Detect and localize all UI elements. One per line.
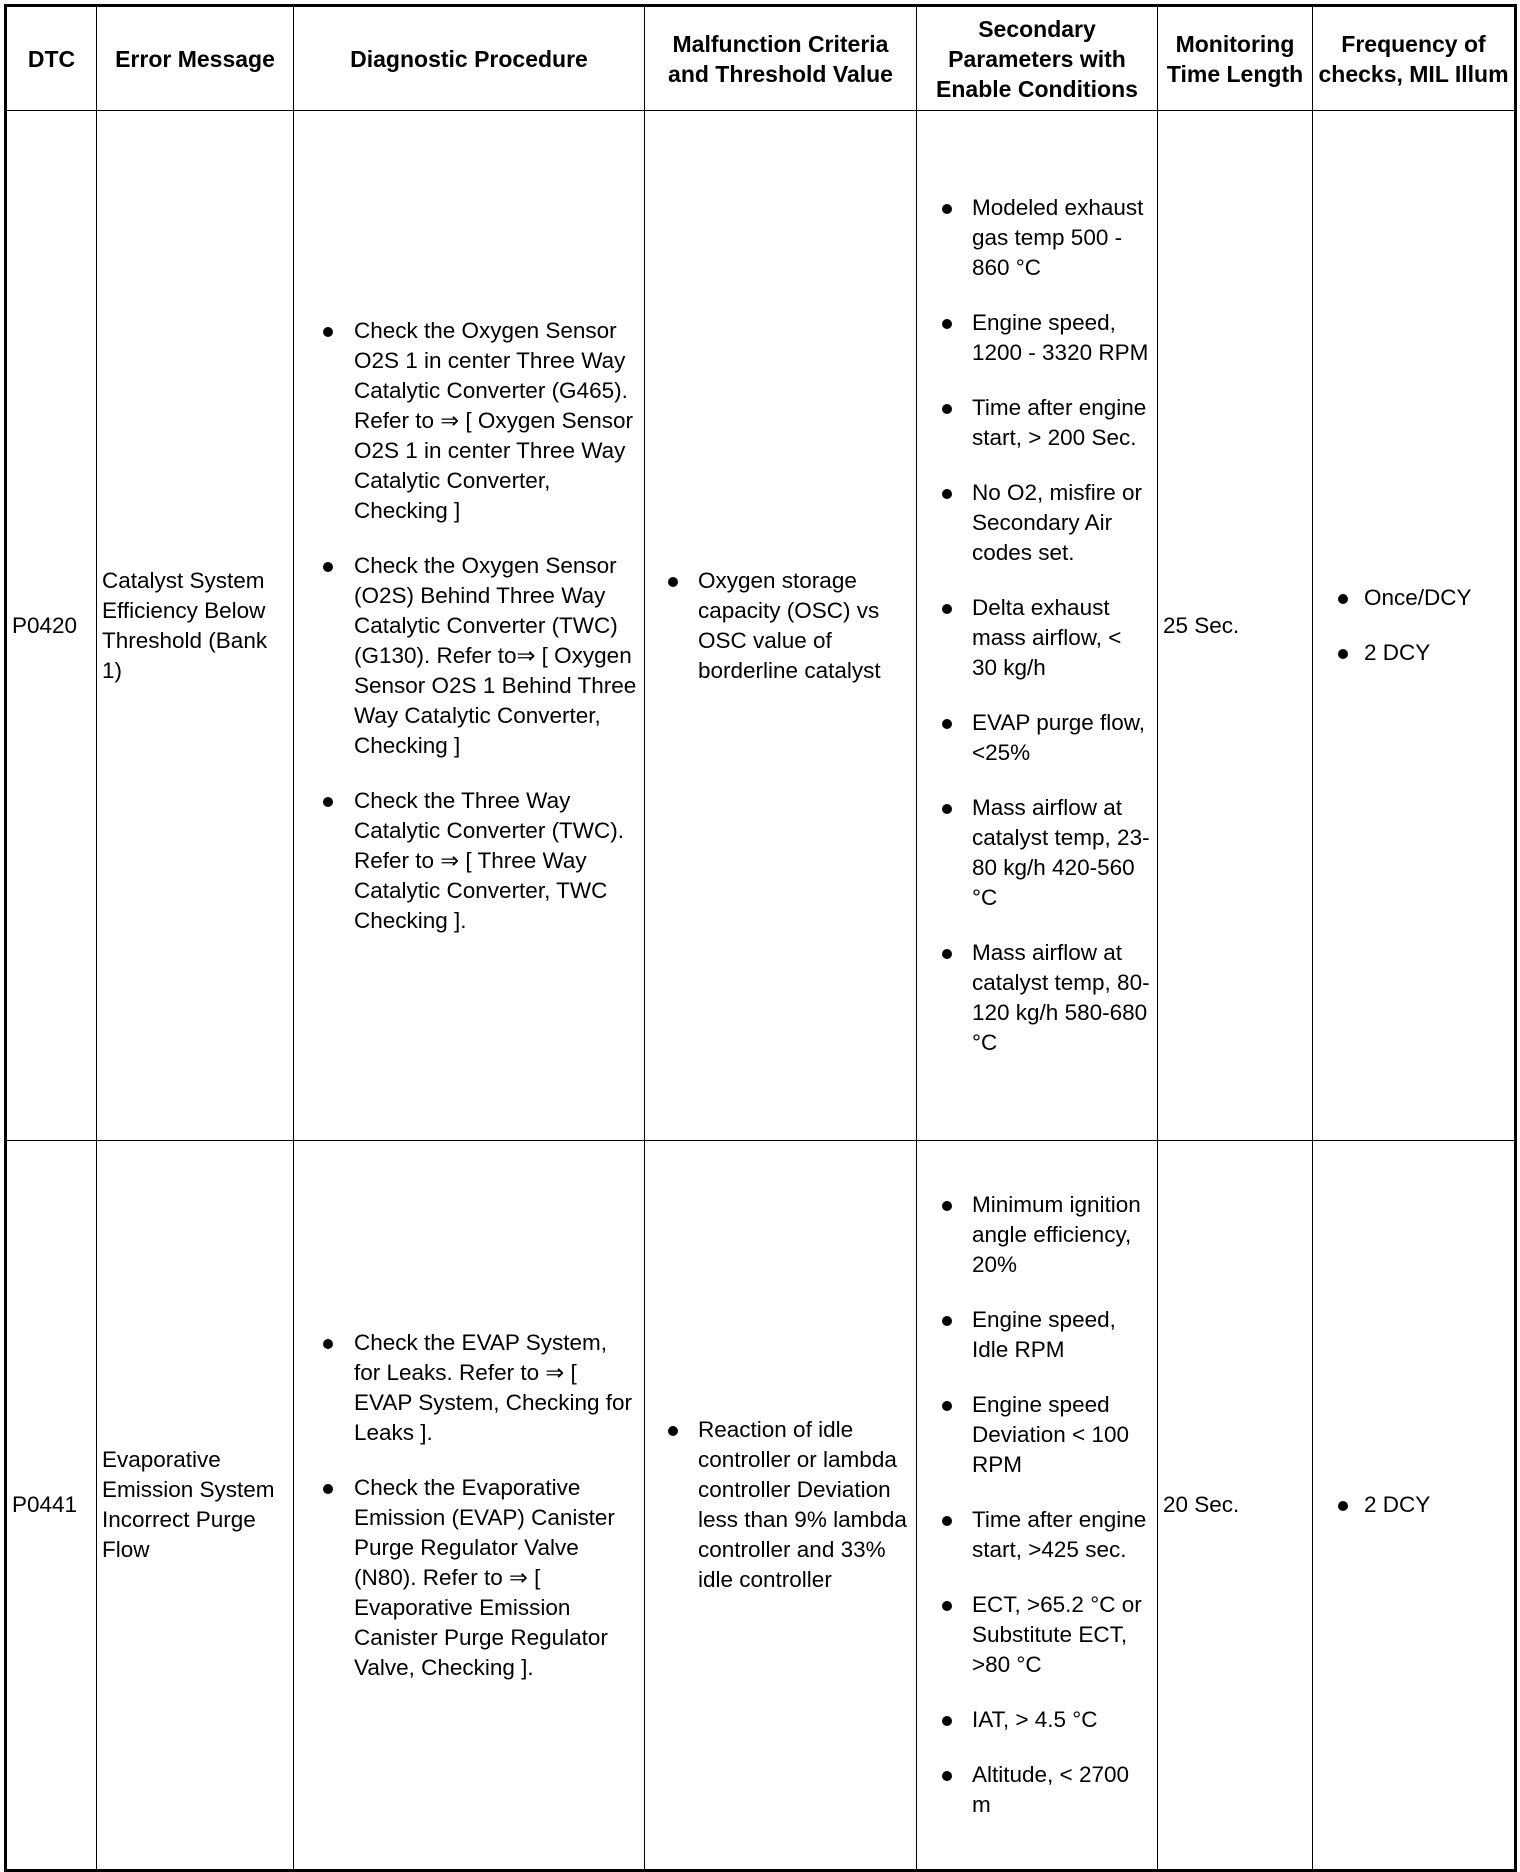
list-item: No O2, misfire or Secondary Air codes set. bbox=[922, 478, 1152, 568]
list-item: Once/DCY bbox=[1318, 583, 1509, 613]
header-monitoring-time: Monitoring Time Length bbox=[1158, 6, 1313, 111]
list-item: 2 DCY bbox=[1318, 638, 1509, 668]
frequency-cell bbox=[1313, 111, 1516, 1141]
list-item: Minimum ignition angle efficiency, 20% bbox=[922, 1190, 1152, 1280]
error-message: Catalyst System Efficiency Below Threshold (Bank 1) bbox=[97, 111, 294, 1141]
dtc-code: P0420 bbox=[6, 111, 97, 1141]
list-item: Time after engine start, >425 sec. bbox=[922, 1505, 1152, 1565]
list-item: Reaction of idle controller or lambda controller Deviation less than 9% lambda controller and 33% idle controller bbox=[650, 1415, 911, 1595]
list-item: Check the Three Way Catalytic Converter (TWC). Refer to ⇒ [ Three Way Catalytic Converter, TWC Checking ]. bbox=[299, 786, 639, 936]
monitoring-time: 20 Sec. bbox=[1158, 1141, 1313, 1871]
dtc-table bbox=[4, 4, 1517, 1872]
diagnostic-procedure-cell bbox=[294, 111, 645, 1141]
list-item: Check the EVAP System, for Leaks. Refer to ⇒ [ EVAP System, Checking for Leaks ]. bbox=[299, 1328, 639, 1448]
list-item: Engine speed, Idle RPM bbox=[922, 1305, 1152, 1365]
list-item: Engine speed Deviation < 100 RPM bbox=[922, 1390, 1152, 1480]
list-item: Check the Oxygen Sensor O2S 1 in center Three Way Catalytic Converter (G465). Refer to ⇒ [ Oxygen Sensor O2S 1 in center Three Way Catalytic Converter, Checking ] bbox=[299, 316, 639, 526]
dtc-code: P0441 bbox=[6, 1141, 97, 1871]
list-item: Mass airflow at catalyst temp, 80-120 kg/h 580-680 °C bbox=[922, 938, 1152, 1058]
header-secondary-parameters: Secondary Parameters with Enable Conditions bbox=[917, 6, 1158, 111]
malfunction-criteria-cell bbox=[645, 111, 917, 1141]
malfunction-criteria-cell bbox=[645, 1141, 917, 1871]
header-row bbox=[6, 6, 1516, 111]
header-frequency: Frequency of checks, MIL Illum bbox=[1313, 6, 1516, 111]
header-error-message: Error Message bbox=[97, 6, 294, 111]
diagnostic-procedure-cell bbox=[294, 1141, 645, 1871]
list-item: ECT, >65.2 °C or Substitute ECT, >80 °C bbox=[922, 1590, 1152, 1680]
list-item: Check the Evaporative Emission (EVAP) Canister Purge Regulator Valve (N80). Refer to ⇒ [ Evaporative Emission Canister Purge Regulator Valve, Checking ]. bbox=[299, 1473, 639, 1683]
list-item: EVAP purge flow, <25% bbox=[922, 708, 1152, 768]
malfunction-criteria-list bbox=[650, 1415, 911, 1595]
list-item: Modeled exhaust gas temp 500 - 860 °C bbox=[922, 193, 1152, 283]
list-item: 2 DCY bbox=[1318, 1490, 1509, 1520]
list-item: Delta exhaust mass airflow, < 30 kg/h bbox=[922, 593, 1152, 683]
diagnostic-procedure-list bbox=[299, 1328, 639, 1683]
malfunction-criteria-list bbox=[650, 566, 911, 686]
diagnostic-procedure-list bbox=[299, 316, 639, 936]
secondary-parameters-list bbox=[922, 1190, 1152, 1820]
list-item: Altitude, < 2700 m bbox=[922, 1760, 1152, 1820]
header-diagnostic-procedure: Diagnostic Procedure bbox=[294, 6, 645, 111]
list-item: Mass airflow at catalyst temp, 23-80 kg/h 420-560 °C bbox=[922, 793, 1152, 913]
list-item: Oxygen storage capacity (OSC) vs OSC value of borderline catalyst bbox=[650, 566, 911, 686]
frequency-cell bbox=[1313, 1141, 1516, 1871]
list-item: Engine speed, 1200 - 3320 RPM bbox=[922, 308, 1152, 368]
frequency-list bbox=[1318, 1490, 1509, 1520]
table-row bbox=[6, 1141, 1516, 1871]
header-dtc: DTC bbox=[6, 6, 97, 111]
secondary-parameters-cell bbox=[917, 1141, 1158, 1871]
error-message: Evaporative Emission System Incorrect Purge Flow bbox=[97, 1141, 294, 1871]
list-item: Time after engine start, > 200 Sec. bbox=[922, 393, 1152, 453]
monitoring-time: 25 Sec. bbox=[1158, 111, 1313, 1141]
secondary-parameters-list bbox=[922, 193, 1152, 1058]
header-malfunction-criteria: Malfunction Criteria and Threshold Value bbox=[645, 6, 917, 111]
list-item: Check the Oxygen Sensor (O2S) Behind Three Way Catalytic Converter (TWC) (G130). Refer to⇒ [ Oxygen Sensor O2S 1 Behind Three Way Catalytic Converter, Checking ] bbox=[299, 551, 639, 761]
secondary-parameters-cell bbox=[917, 111, 1158, 1141]
frequency-list bbox=[1318, 583, 1509, 668]
list-item: IAT, > 4.5 °C bbox=[922, 1705, 1152, 1735]
table-row bbox=[6, 111, 1516, 1141]
